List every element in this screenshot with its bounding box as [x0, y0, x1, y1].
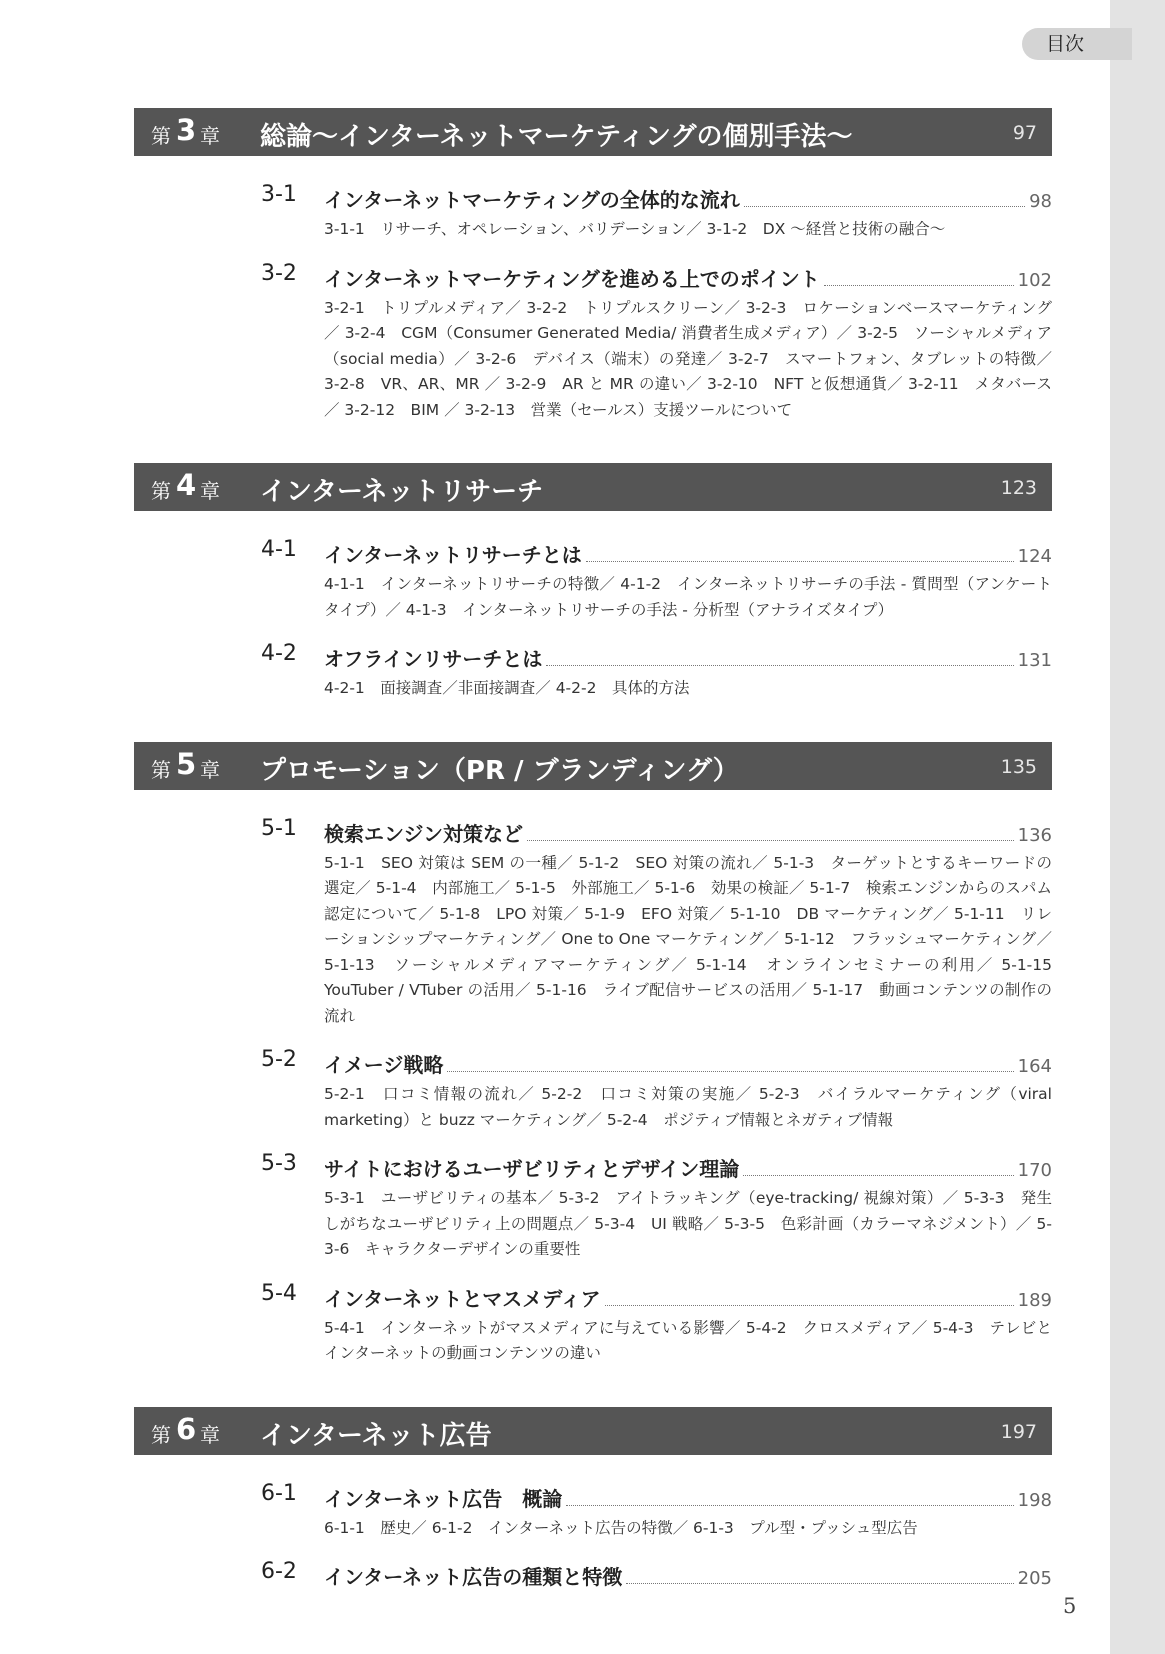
section-list [134, 156, 1052, 423]
section-number: 5-2 [261, 1047, 297, 1072]
chapter-number: 5 [176, 746, 197, 781]
leader-dots [626, 1583, 1013, 1584]
section-heading [324, 539, 1052, 568]
section-heading [324, 1153, 1052, 1182]
leader-dots [824, 285, 1014, 286]
section-page: 198 [1017, 1489, 1052, 1511]
section-number: 4-1 [261, 537, 297, 562]
section-page: 189 [1017, 1289, 1052, 1311]
section-list [134, 511, 1052, 702]
chapter-page: 97 [1012, 122, 1037, 144]
section-title: 検索エンジン対策など [324, 821, 523, 846]
chapter [134, 742, 1068, 1367]
section-heading [324, 184, 1052, 213]
chapter [134, 1407, 1052, 1591]
chapter-title: インターネット広告 [260, 1420, 492, 1451]
section-number: 6-2 [261, 1559, 297, 1584]
section-page: 205 [1017, 1568, 1052, 1589]
chapter-title: プロモーション（PR / ブランディング） [260, 755, 739, 786]
page-number: 5 [1063, 1594, 1077, 1618]
chapter-suffix: 章 [200, 124, 220, 148]
chapter-number: 4 [176, 468, 197, 502]
section-title: インターネットマーケティングの全体的な流れ [324, 188, 740, 212]
chapter-page: 123 [1000, 477, 1037, 499]
section-page: 131 [1017, 650, 1052, 671]
section-page: 124 [1017, 546, 1052, 567]
section-subtopics: 3-2-1 トリプルメディア／ 3-2-2 トリプルスクリーン／ 3-2-3 ロケーションベースマーケティング／ 3-2-4 CGM（Consumer Generated Media/ 消費者生成メディア）／ 3-2-5 ソーシャルメディア（social media）／ 3-2-6 デバイス（端末）の発達／ 3-2-7 スマートフォン、タブレットの特徴／ 3-2-8 VR、AR、MR ／ 3-2-9 AR と MR の違い／ 3-2-10 NFT と仮想通貨／ 3-2-11 メタバース／ 3-2-12 BIM ／ 3-2-13 営業（セールス）支援ツールについて [324, 298, 1052, 419]
chapter-page: 197 [1000, 1420, 1037, 1443]
section-title: オフラインリサーチとは [324, 647, 543, 671]
chapter-title: インターネットリサーチ [260, 477, 544, 507]
toc-section[interactable] [261, 1049, 1052, 1133]
toc-section[interactable] [261, 815, 1068, 1030]
section-number: 4-2 [261, 641, 297, 666]
chapter-suffix: 章 [200, 479, 220, 503]
section-subtopics: 4-2-1 面接調査／非面接調査／ 4-2-2 具体的方法 [324, 679, 690, 697]
section-title: インターネット広告 概論 [324, 1486, 563, 1511]
section-heading [324, 1561, 1052, 1590]
leader-dots [447, 1071, 1013, 1072]
section-subtopics: 5-4-1 インターネットがマスメディアに与えている影響／ 5-4-2 クロスメディア／ 5-4-3 テレビとインターネットの動画コンテンツの違い [324, 1318, 1052, 1362]
section-number: 5-3 [261, 1151, 297, 1176]
section-page: 170 [1017, 1160, 1052, 1181]
section-heading [324, 1049, 1052, 1078]
section-title: インターネットとマスメディア [324, 1286, 601, 1311]
chapter-header-bar[interactable] [134, 742, 1052, 790]
section-subtopics: 3-1-1 リサーチ、オペレーション、バリデーション／ 3-1-2 DX 〜経営と技術の融合〜 [324, 220, 946, 238]
section-number: 5-4 [261, 1280, 297, 1306]
chapter-prefix: 第 [151, 479, 171, 503]
section-subtopics: 5-3-1 ユーザビリティの基本／ 5-3-2 アイトラッキング（eye-tracking/ 視線対策）／ 5-3-3 発生しがちなユーザビリティ上の問題点／ 5-3-4 UI 戦略／ 5-3-5 色彩計画（カラーマネジメント）／ 5-3-6 キャラクターデザインの重要性 [324, 1189, 1052, 1258]
chapter-suffix: 章 [200, 1422, 220, 1447]
section-list [134, 790, 1068, 1367]
section-number: 5-1 [261, 815, 297, 841]
section-subtopics: 6-1-1 歴史／ 6-1-2 インターネット広告の特徴／ 6-1-3 プル型・プッシュ型広告 [324, 1518, 918, 1537]
leader-dots [546, 665, 1013, 666]
section-page: 164 [1017, 1056, 1052, 1077]
leader-dots [566, 1505, 1013, 1506]
section-page: 136 [1017, 824, 1052, 846]
section-title: インターネット広告の種類と特徴 [324, 1565, 623, 1589]
toc-section[interactable] [261, 1153, 1052, 1263]
chapter-header-bar[interactable] [134, 463, 1052, 511]
chapter-prefix: 第 [151, 1422, 171, 1447]
leader-dots [743, 1175, 1013, 1176]
section-title: サイトにおけるユーザビリティとデザイン理論 [324, 1157, 740, 1181]
chapter [134, 108, 1052, 423]
chapter-page: 135 [1000, 755, 1037, 778]
toc-section[interactable] [261, 1280, 1052, 1367]
section-title: インターネットマーケティングを進める上でのポイント [324, 266, 820, 291]
leader-dots [744, 206, 1025, 207]
toc-section[interactable] [261, 1561, 1052, 1590]
section-list [134, 1455, 1052, 1591]
section-title: イメージ戦略 [324, 1053, 444, 1077]
section-number: 3-2 [261, 260, 297, 286]
leader-dots [586, 561, 1014, 562]
chapter-prefix: 第 [151, 124, 171, 148]
leader-dots [527, 840, 1014, 841]
section-number: 6-1 [261, 1480, 297, 1506]
toc-section[interactable] [261, 643, 1052, 702]
toc-section[interactable] [261, 184, 1052, 243]
chapter-number: 6 [176, 1411, 197, 1446]
side-strip [1110, 0, 1165, 1654]
section-heading [324, 818, 1052, 847]
toc-section[interactable] [261, 1480, 1052, 1542]
toc-section[interactable] [261, 539, 1052, 623]
chapter-number: 3 [176, 113, 197, 147]
chapter-header-bar[interactable] [134, 108, 1052, 156]
chapter-title: 総論〜インターネットマーケティングの個別手法〜 [260, 122, 853, 152]
chapter-header-bar[interactable] [134, 1407, 1052, 1455]
section-number: 3-1 [261, 182, 297, 207]
section-subtopics: 4-1-1 インターネットリサーチの特徴／ 4-1-2 インターネットリサーチの手法 - 質問型（アンケートタイプ）／ 4-1-3 インターネットリサーチの手法 - 分析型（アナライズタイプ） [324, 575, 1052, 619]
section-page: 102 [1017, 269, 1052, 291]
leader-dots [605, 1305, 1014, 1306]
section-heading [324, 1483, 1052, 1512]
chapter-suffix: 章 [200, 757, 220, 782]
section-heading [324, 263, 1052, 292]
table-of-contents [134, 108, 1068, 1610]
section-title: インターネットリサーチとは [324, 543, 582, 567]
section-subtopics: 5-2-1 口コミ情報の流れ／ 5-2-2 口コミ対策の実施／ 5-2-3 バイラルマーケティング（viral marketing）と buzz マーケティング／ 5-2-4 ポジティブ情報とネガティブ情報 [324, 1085, 1052, 1129]
chapter [134, 463, 1052, 702]
toc-section[interactable] [261, 260, 1052, 424]
chapter-prefix: 第 [151, 757, 171, 782]
toc-tab-label: 目次 [1022, 28, 1132, 60]
section-heading [324, 1283, 1052, 1312]
section-heading [324, 643, 1052, 672]
section-page: 98 [1029, 191, 1052, 212]
section-subtopics: 5-1-1 SEO 対策は SEM の一種／ 5-1-2 SEO 対策の流れ／ 5-1-3 ターゲットとするキーワードの選定／ 5-1-4 内部施工／ 5-1-5 外部施工／ 5-1-6 効果の検証／ 5-1-7 検索エンジンからのスパム認定について／ 5-1-8 LPO 対策／ 5-1-9 EFO 対策／ 5-1-10 DB マーケティング／ 5-1-11 リレーションシップマーケティング／ One to One マーケティング／ 5-1-12 フラッシュマーケティング／ 5-1-13 ソーシャルメディアマーケティング／ 5-1-14 オンラインセミナーの利用／ 5-1-15 YouTuber / VTuber の活用／ 5-1-16 ライブ配信サービスの活用／ 5-1-17 動画コンテンツの制作の流れ [324, 853, 1068, 1025]
